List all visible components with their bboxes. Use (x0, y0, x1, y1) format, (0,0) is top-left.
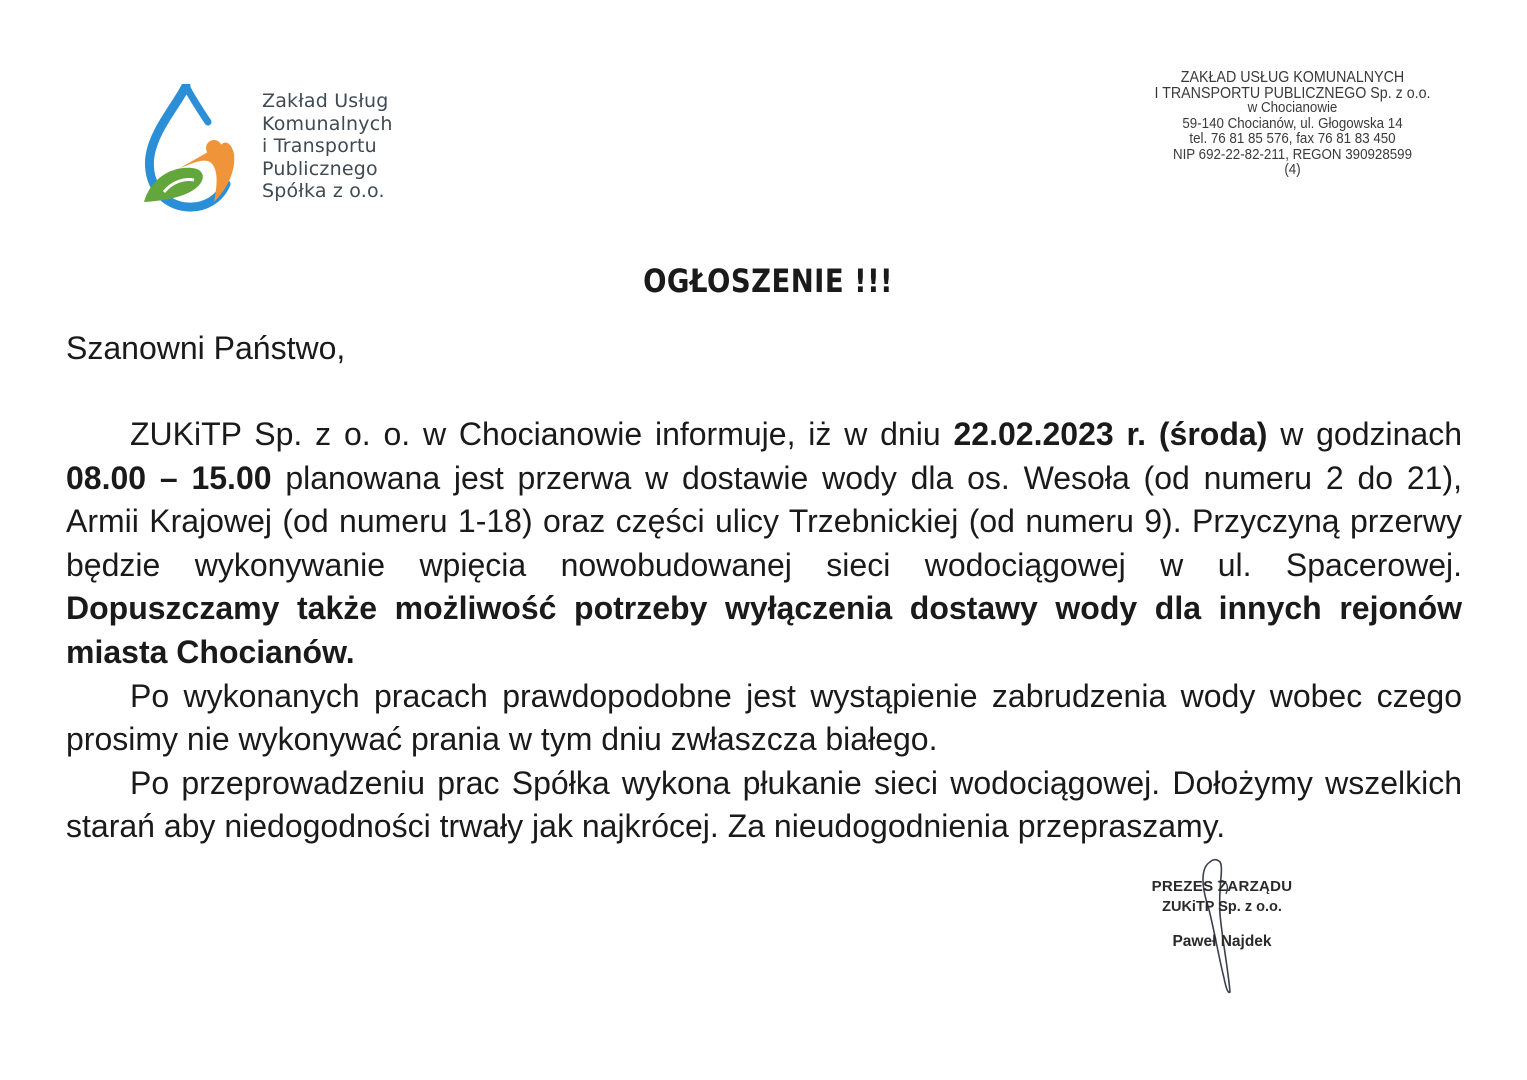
company-logo (140, 84, 440, 214)
date-highlight: 22.02.2023 r. (środa) (953, 416, 1268, 452)
logo-line: Spółka z o.o. (262, 180, 385, 202)
text: planowana jest przerwa w dostawie wody dla os. Wesoła (od numeru 2 do 21), Armii Krajowej (od numeru 1-18) oraz części ulicy Trzebnickiej (od numeru 9). Przyczyną przerwy będzie wykonywanie wpięcia nowobudowanej sieci wodociągowej w ul. Spacerowej. (66, 459, 1463, 583)
warning-highlight: Dopuszczamy także możliwość potrzeby wyłączenia dostawy wody dla innych rejonów miasta Chocianów. (66, 590, 1462, 670)
stamp-line: (4) (1284, 162, 1301, 178)
water-drop-logo-icon (140, 84, 245, 212)
paragraph-2: Po wykonanych pracach prawdopodobne jest wystąpienie zabrudzenia wody wobec czego prosimy nie wykonywać prania w tym dniu zwłaszcza białego. (66, 677, 1462, 758)
logo-line: Publicznego (262, 157, 378, 180)
text: ZUKiTP Sp. z o. o. w Chocianowie informuje, iż w dniu (130, 416, 954, 452)
signature-role: PREZES ZARZĄDU (1151, 878, 1293, 895)
time-highlight: 08.00 – 15.00 (66, 459, 272, 496)
paragraph-3: Po przeprowadzeniu prac Spółka wykona płukanie sieci wodociągowej. Dołożymy wszelkich starań aby niedogodności trwały jak najkrócej. Za nieudogodnienia przepraszamy. (66, 764, 1462, 845)
paragraph-1 (66, 413, 1462, 675)
document-title: OGŁOSZENIE !!! (643, 262, 894, 300)
logo-text (262, 90, 393, 203)
stamp-line: I TRANSPORTU PUBLICZNEGO Sp. z o.o. (1154, 84, 1431, 102)
logo-line: Komunalnych (262, 112, 393, 135)
stamp-line: NIP 692-22-82-211, REGON 390928599 (1172, 146, 1413, 163)
signature-block (1132, 878, 1312, 951)
stamp-line: tel. 76 81 85 576, fax 76 81 83 450 (1189, 131, 1396, 147)
stamp-line: w Chocianowie (1247, 100, 1338, 116)
text: w godzinach (1267, 416, 1463, 452)
logo-line: i Transportu (262, 135, 377, 157)
signature-name: Paweł Najdek (1172, 933, 1272, 950)
signature-company: ZUKiTP Sp. z o.o. (1162, 899, 1282, 915)
company-stamp (1143, 70, 1442, 179)
stamp-line: ZAKŁAD USŁUG KOMUNALNYCH (1180, 69, 1405, 86)
logo-line: Zakład Usług (262, 90, 389, 112)
stamp-line: 59-140 Chocianów, ul. Głogowska 14 (1182, 115, 1403, 132)
greeting: Szanowni Państwo, (66, 330, 346, 366)
announcement-body (66, 413, 1462, 849)
